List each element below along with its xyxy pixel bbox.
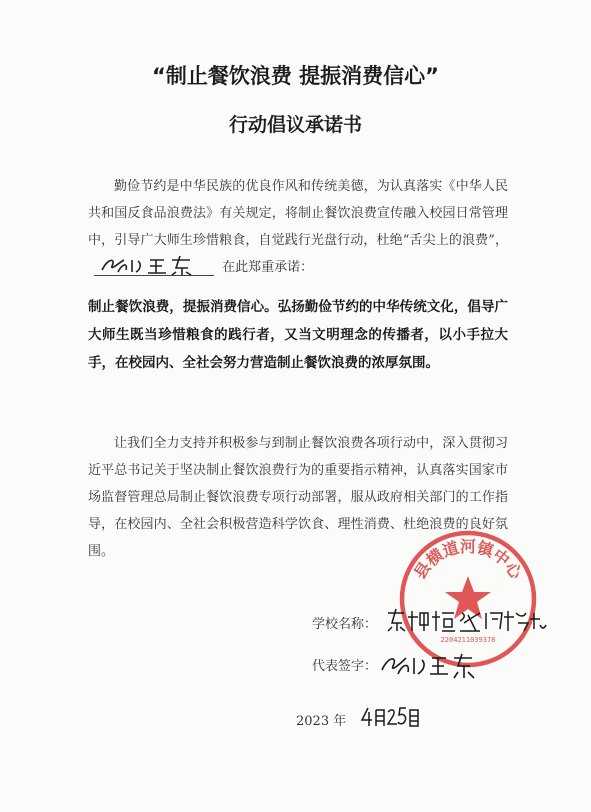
stamp-number: 2204211039378 bbox=[440, 636, 496, 644]
paragraph-intro-tail: 在此郑重承诺： bbox=[222, 260, 314, 275]
handwritten-school-name-icon bbox=[384, 605, 549, 635]
school-name-label: 学校名称： bbox=[312, 617, 378, 632]
date-year-text: 2023 年 bbox=[296, 714, 347, 729]
handwritten-representative-signature-icon bbox=[378, 648, 478, 682]
paragraph-commitment: 制止餐饮浪费，提振消费信心。弘扬勤俭节约的中华传统文化，倡导广大师生既当珍惜粮食的践行者，又当文明理念的传播者，以小手拉大手，在校园内、全社会努力营造制止餐饮浪费的浓厚氛围。 bbox=[88, 299, 508, 371]
date-line bbox=[296, 710, 346, 729]
handwritten-signature-icon bbox=[98, 252, 208, 278]
stamp-text: 县横道河镇中心 bbox=[410, 536, 526, 583]
document-title-line1: “制止餐饮浪费 提振消费信心” bbox=[152, 64, 439, 88]
handwritten-date-icon bbox=[360, 704, 420, 730]
paragraph-intro-text: 勤俭节约是中华民族的优良作风和传统美德，为认真落实《中华人民共和国反食品浪费法》有关规定，将制止餐饮浪费宣传融入校园日常管理中，引导广大师生珍惜粮食，自觉践行光盘行动，杜绝“舌尖上的浪费”， bbox=[88, 179, 508, 248]
paragraph-call-to-action: 让我们全力支持并积极参与到制止餐饮浪费各项行动中，深入贯彻习近平总书记关于坚决制止餐饮浪费行为的重要指示精神，认真落实国家市场监督管理总局制止餐饮浪费专项行动部署，服从政府相关部门的工作指导，在校园内、全社会积极营造科学饮食、理性消费、杜绝浪费的良好氛围。 bbox=[88, 436, 508, 559]
inline-signature bbox=[88, 258, 218, 278]
representative-signature-label: 代表签字： bbox=[312, 659, 378, 674]
document-title-line2: 行动倡议承诺书 bbox=[228, 114, 362, 136]
paragraph-intro bbox=[88, 173, 508, 281]
